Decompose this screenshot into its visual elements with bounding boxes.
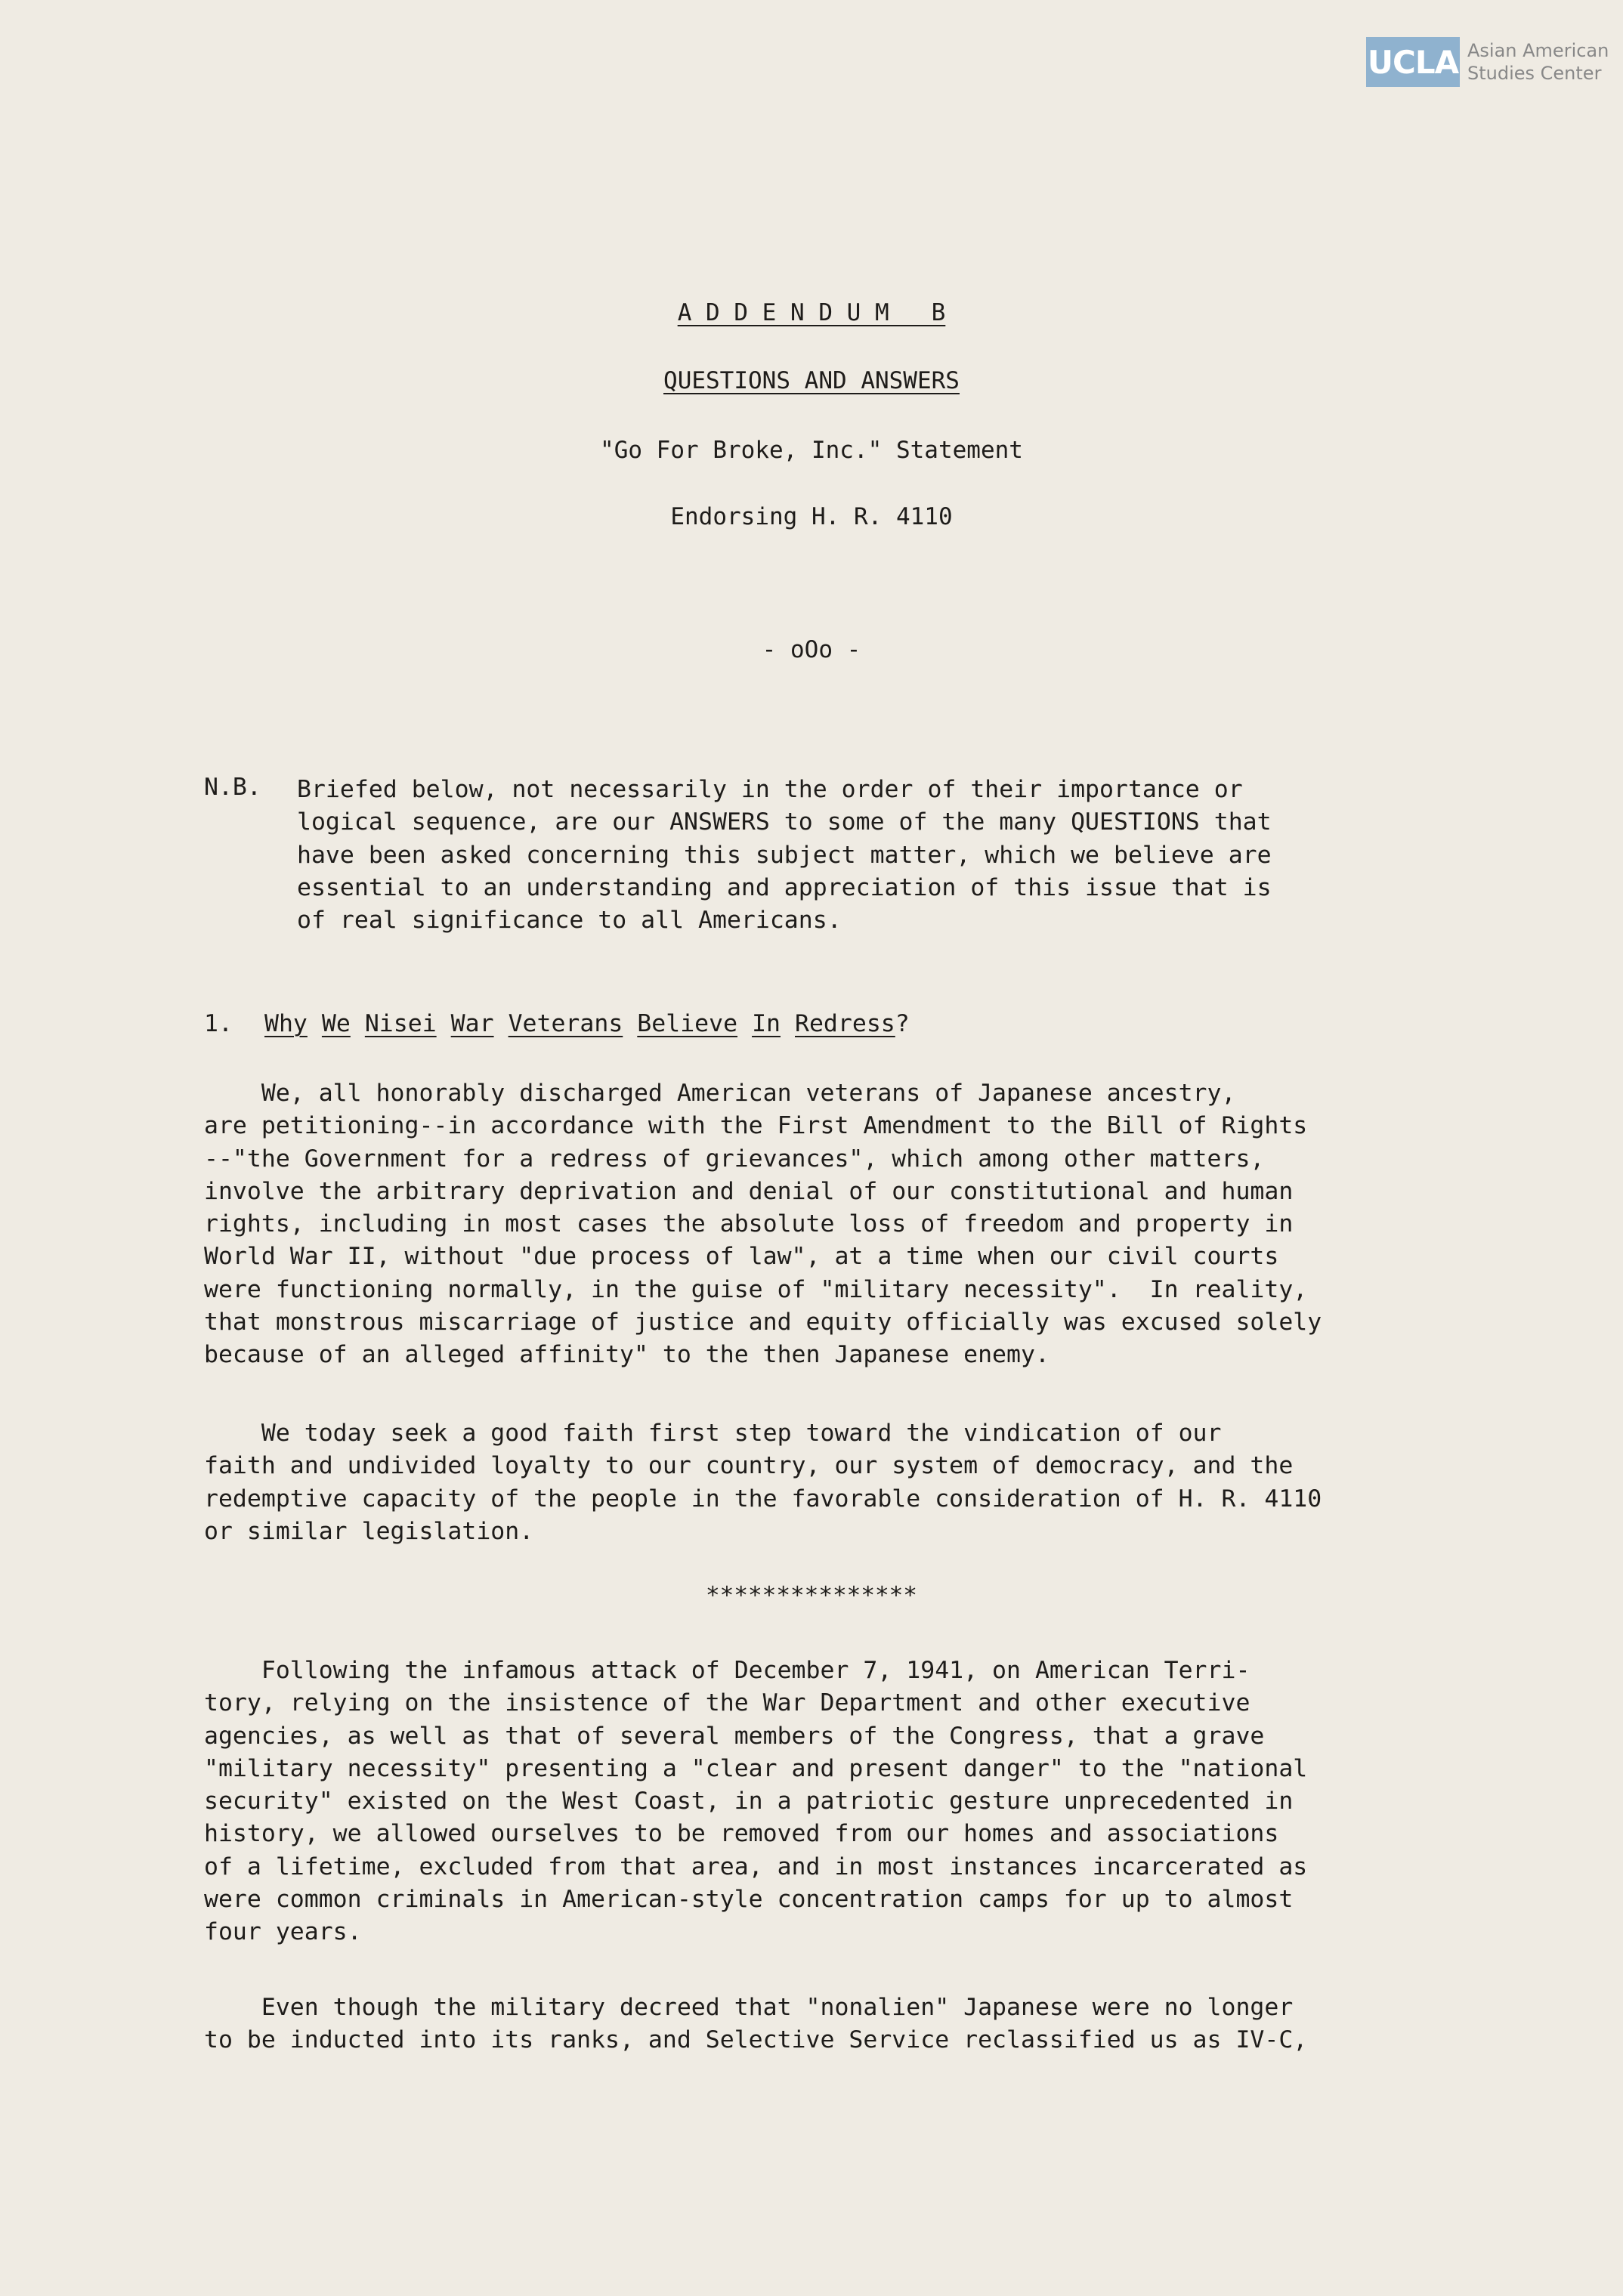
paragraph-petition: We, all honorably discharged American veterans of Japanese ancestry, are petitioning--in accordance with the First Amendment to the Bill of Rights --"the Government for a redress of grievances", which among other matters, involve the arbitrary deprivation and denial of our constitutional and human rights, including in most cases the absolute loss of freedom and property in World War II, without "due process of law", at a time when our civil courts were functioning normally, in the guise of "military necessity". In reality, that monstrous miscarriage of justice and equity officially was excused solely because of an alleged affinity" to the then Japanese enemy. (204, 1080, 1322, 1369)
question-title (264, 1010, 910, 1037)
questions-and-answers-text: QUESTIONS AND ANSWERS (663, 367, 960, 394)
question-word: We (321, 1010, 351, 1037)
ucla-logo-mark: UCLA (1366, 37, 1460, 87)
question-word: Why (264, 1010, 308, 1037)
question-number: 1. (204, 1010, 233, 1037)
paragraph-good-faith: We today seek a good faith first step toward the vindication of our faith and undivided loyalty to our country, our system of democracy, and the redemptive capacity of the people in the favorable consideration of H. R. 4110 or similar legislation. (204, 1420, 1322, 1545)
question-word: In (752, 1010, 781, 1037)
question-word: Believe (637, 1010, 738, 1037)
ucla-asian-american-studies-logo (1366, 37, 1609, 87)
stars-separator: *************** (706, 1582, 917, 1609)
question-word: Redress (795, 1010, 895, 1037)
section-separator: - oOo - (762, 636, 861, 663)
logo-line-2: Studies Center (1467, 63, 1602, 84)
nb-paragraph: Briefed below, not necessarily in the order of their importance or logical sequence, are our ANSWERS to some of the many QUESTIONS that have been asked concerning this subject matter, which we believe are essential to an understanding and appreciation of this issue that is of real significance to all Americans. (297, 776, 1272, 935)
questions-and-answers-heading (0, 367, 1623, 394)
logo-line-1: Asian American (1467, 40, 1609, 61)
question-mark: ? (895, 1010, 910, 1037)
paragraph-removal: Following the infamous attack of December 7, 1941, on American Terri- tory, relying on the insistence of the War Department and other executive agencies, as well as that of several members of the Congress, that a grave "military necessity" presenting a "clear and present danger" to the "national security" existed on the West Coast, in a patriotic gesture unprecedented in history, we allowed ourselves to be removed from our homes and associations of a lifetime, excluded from that area, and in most instances incarcerated as were common criminals in American-style concentration camps for up to almost four years. (204, 1657, 1308, 1946)
endorsing-line: Endorsing H. R. 4110 (670, 503, 953, 530)
question-word: Veterans (508, 1010, 623, 1037)
question-word: War (450, 1010, 494, 1037)
statement-title: "Go For Broke, Inc." Statement (600, 437, 1023, 464)
question-word: Nisei (364, 1010, 437, 1037)
addendum-heading: A D D E N D U M B (677, 299, 946, 326)
logo-text (1467, 39, 1609, 85)
nb-label: N.B. (204, 774, 261, 801)
paragraph-military-decree: Even though the military decreed that "nonalien" Japanese were no longer to be inducted into its ranks, and Selective Service reclassified us as IV-C, (204, 1994, 1308, 2054)
